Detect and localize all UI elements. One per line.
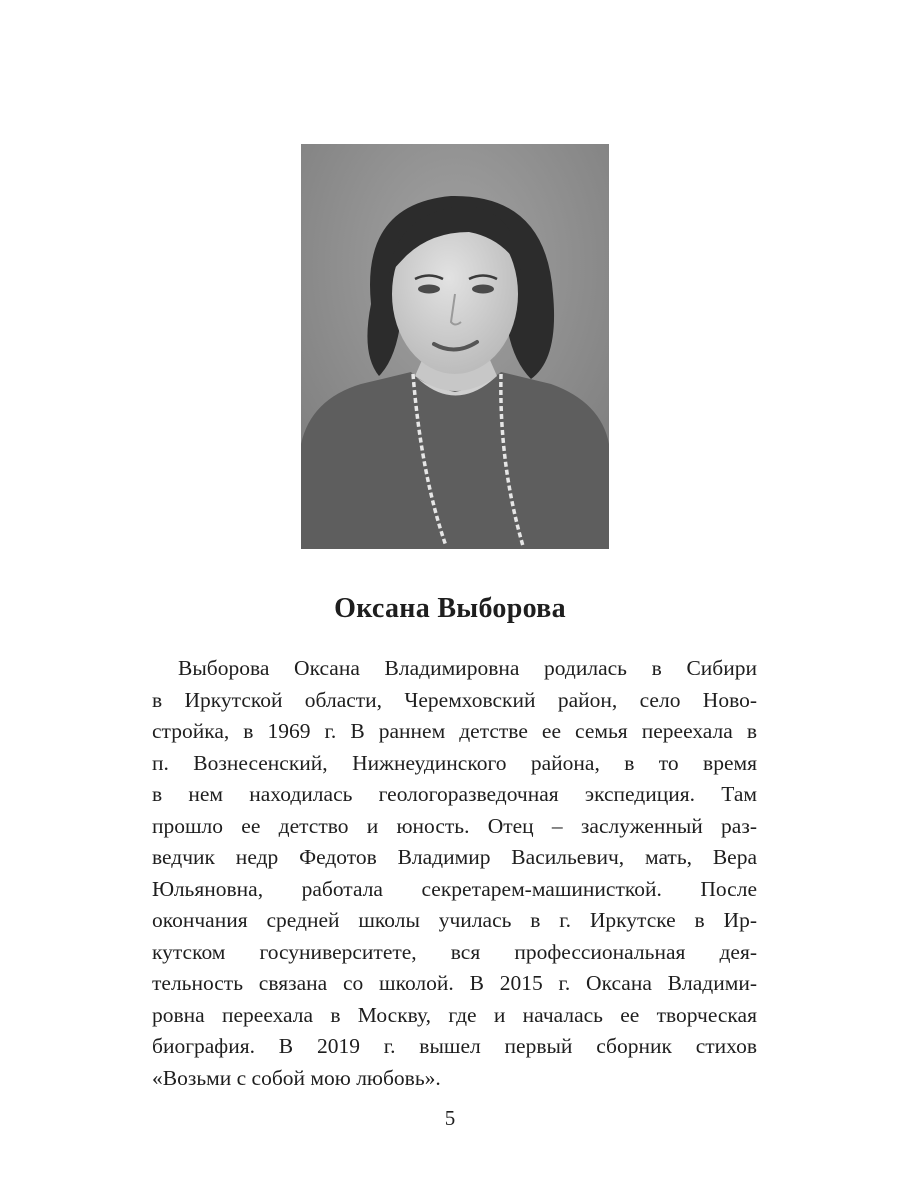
bio-line: в Иркутской области, Черемховский район, село Ново- [152, 687, 757, 712]
bio-line: «Возьми с собой мою любовь». [152, 1065, 441, 1090]
bio-line: ведчик недр Федотов Владимир Васильевич, мать, Вера [152, 845, 757, 869]
portrait-illustration [301, 144, 609, 549]
bio-line: стройка, в 1969 г. В раннем детстве ее семья переехала в [152, 719, 757, 743]
author-photo [301, 144, 609, 549]
bio-line: биография. В 2019 г. вышел первый сборник стихов [152, 1034, 757, 1058]
bio-line: окончания средней школы училась в г. Иркутске в Ир- [152, 908, 757, 932]
bio-line: Выборова Оксана Владимировна родилась в Сибири [178, 656, 757, 680]
bio-line: прошло ее детство и юность. Отец – заслуженный раз- [152, 813, 757, 838]
author-name-heading: Оксана Выборова [334, 593, 566, 624]
bio-line: кутском госуниверситете, вся профессиональная дея- [152, 939, 757, 964]
bio-line: тельность связана со школой. В 2015 г. Оксана Владими- [152, 971, 757, 995]
bio-line: Юльяновна, работала секретарем-машинисткой. После [152, 876, 757, 901]
bio-line: в нем находилась геологоразведочная экспедиция. Там [152, 782, 757, 806]
bio-line: ровна переехала в Москву, где и началась ее творческая [152, 1002, 757, 1027]
bio-line: п. Вознесенский, Нижнеудинского района, в то время [152, 750, 757, 775]
biography-paragraph [152, 653, 757, 1094]
page-number: 5 [444, 1106, 456, 1130]
